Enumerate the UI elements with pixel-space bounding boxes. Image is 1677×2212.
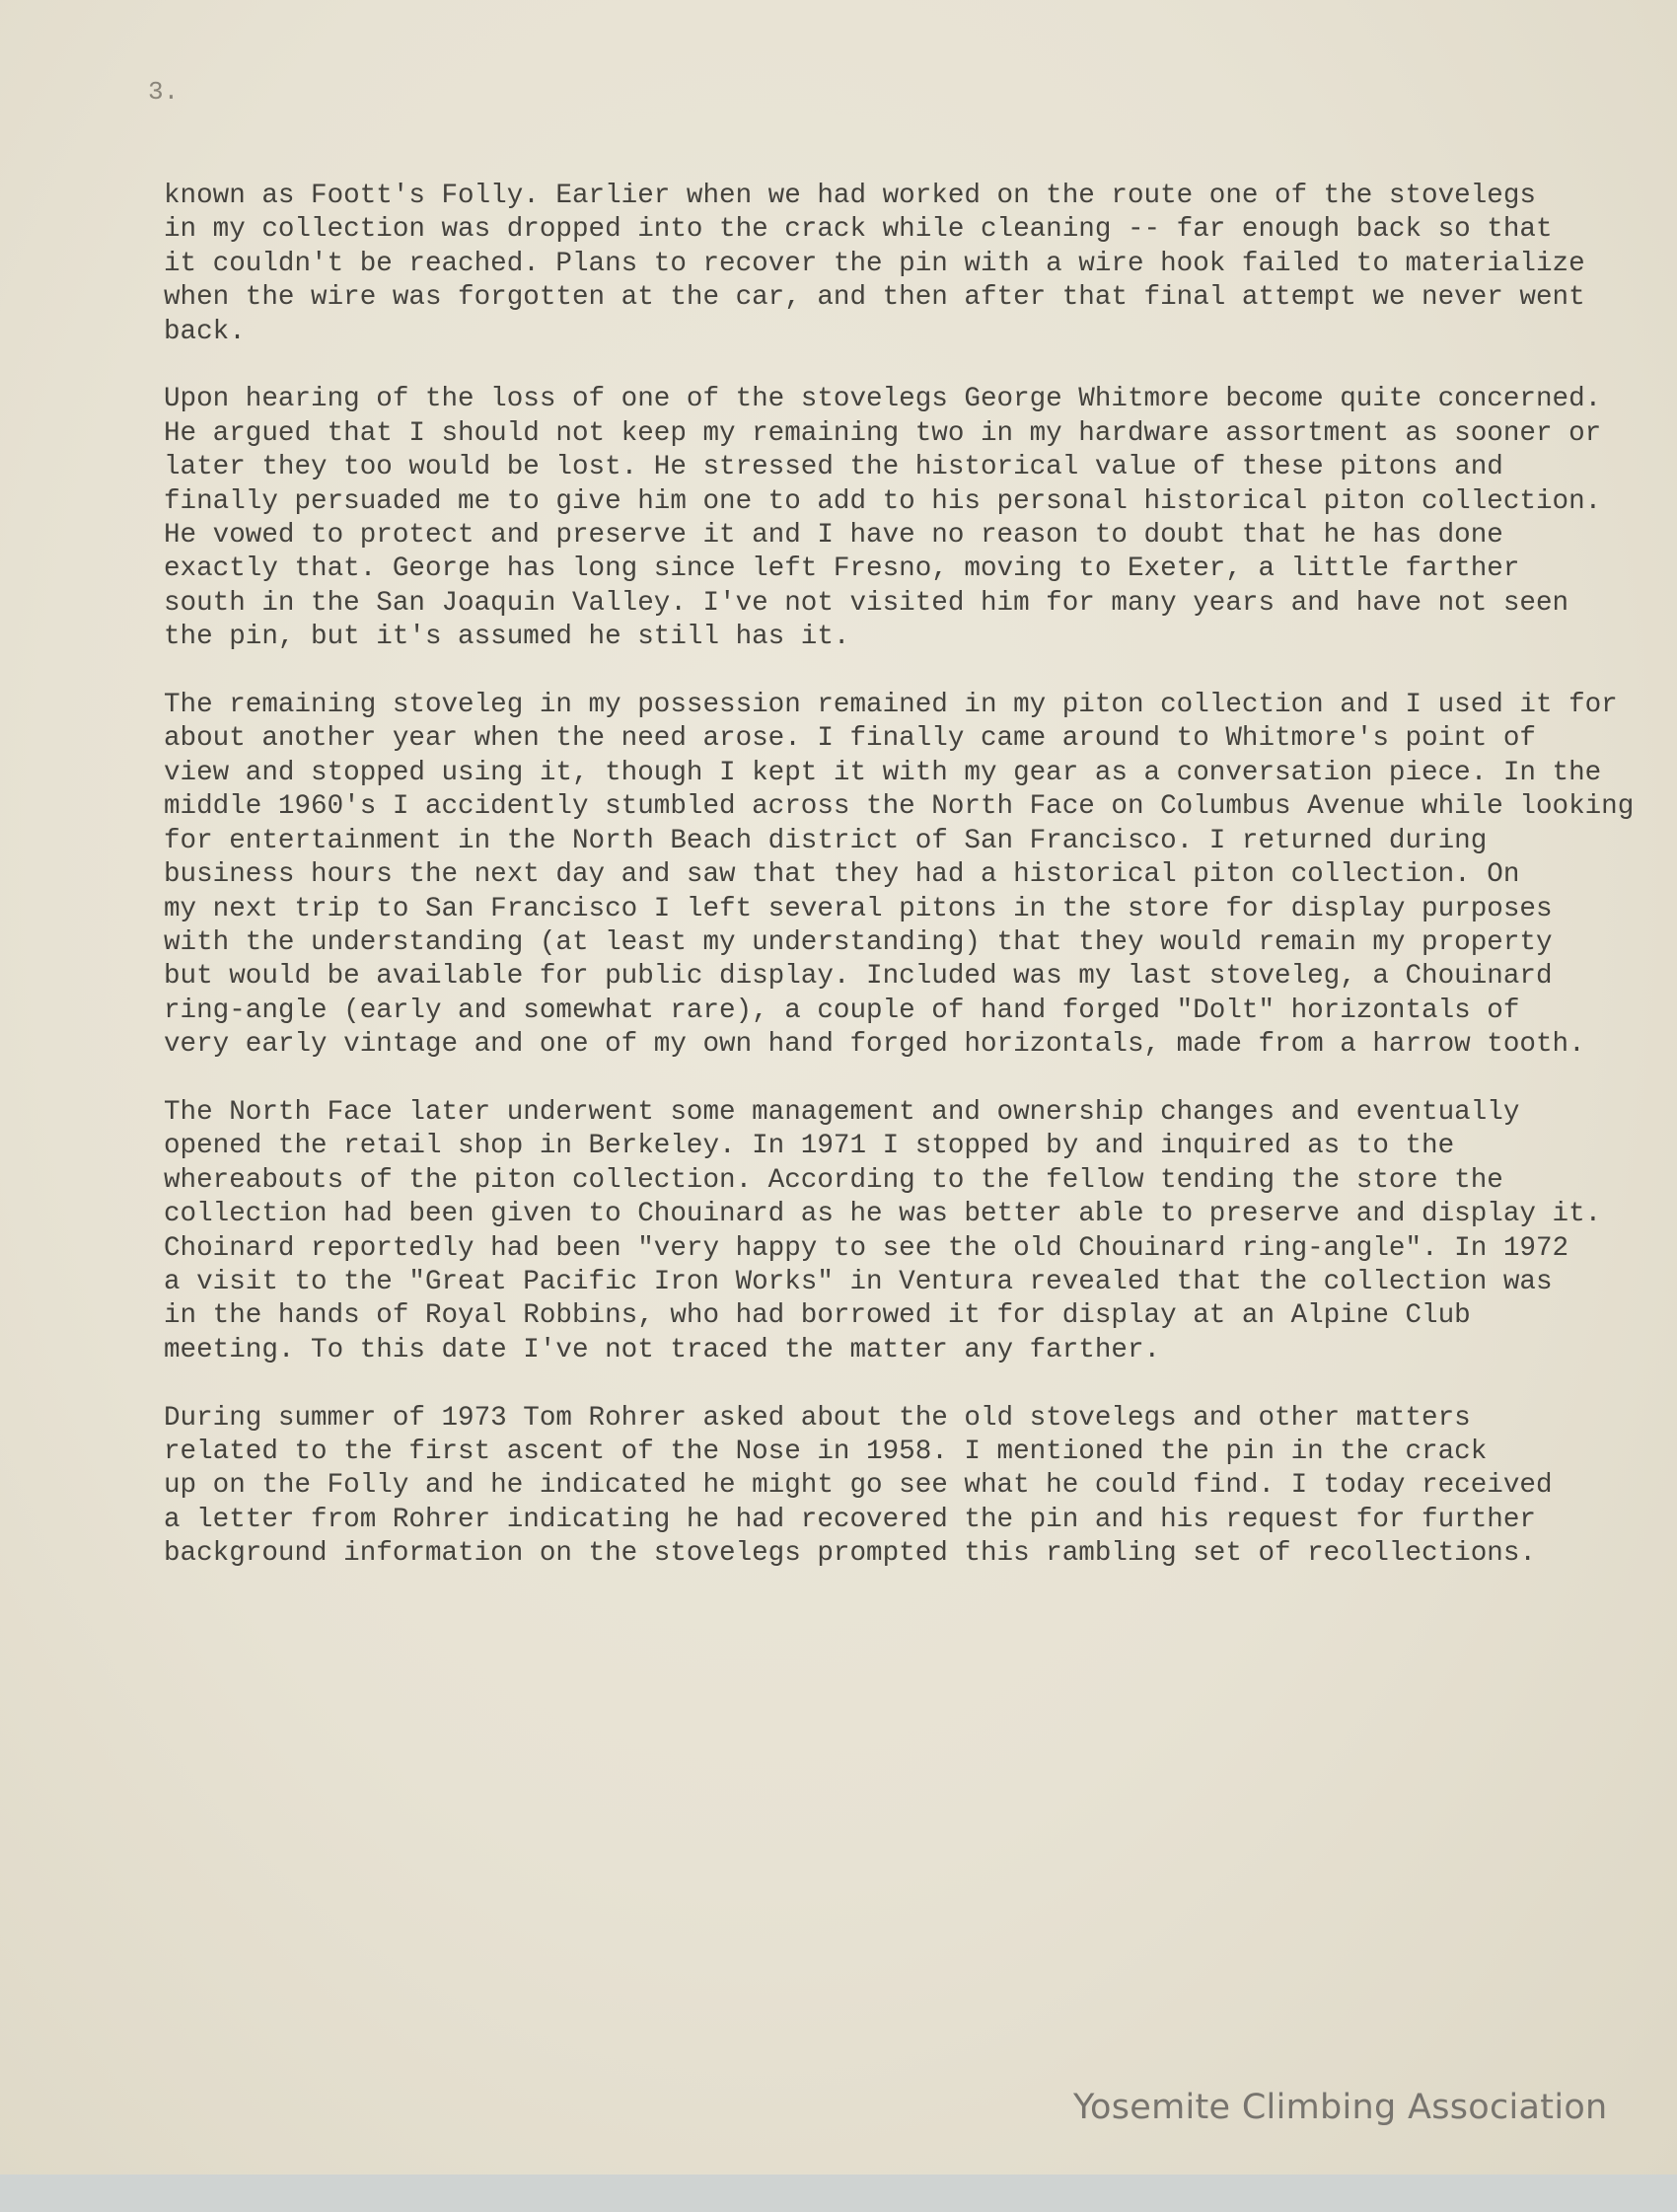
- text-line: about another year when the need arose. I finally came around to Whitmore's point of: [164, 723, 1536, 755]
- text-line: background information on the stovelegs prompted this rambling set of recollections.: [164, 1538, 1536, 1570]
- text-line: business hours the next day and saw that they had a historical piton collection. On: [164, 859, 1520, 891]
- text-line: The North Face later underwent some management and ownership changes and eventually: [164, 1096, 1520, 1128]
- paragraph-4: [164, 1096, 1643, 1367]
- text-line: finally persuaded me to give him one to add to his personal historical piton collection.: [164, 485, 1602, 517]
- watermark: Yosemite Climbing Association: [1073, 2088, 1608, 2127]
- text-line: collection had been given to Chouinard as he was better able to preserve and display it.: [164, 1199, 1602, 1230]
- text-line: During summer of 1973 Tom Rohrer asked about the old stovelegs and other matters: [164, 1402, 1471, 1434]
- text-line: exactly that. George has long since left Fresno, moving to Exeter, a little farther: [164, 553, 1520, 585]
- text-line: for entertainment in the North Beach district of San Francisco. I returned during: [164, 825, 1488, 856]
- text-line: it couldn't be reached. Plans to recover the pin with a wire hook failed to materialize: [164, 248, 1585, 279]
- text-line: but would be available for public display. Included was my last stoveleg, a Chouinard: [164, 961, 1553, 993]
- paragraph-1: [164, 180, 1643, 349]
- text-line: ring-angle (early and somewhat rare), a couple of hand forged "Dolt" horizontals of: [164, 995, 1520, 1026]
- text-line: very early vintage and one of my own hand forged horizontals, made from a harrow tooth.: [164, 1029, 1585, 1061]
- text-line: when the wire was forgotten at the car, and then after that final attempt we never went: [164, 282, 1585, 314]
- text-line: my next trip to San Francisco I left several pitons in the store for display purposes: [164, 893, 1553, 924]
- text-line: He argued that I should not keep my remaining two in my hardware assortment as sooner or: [164, 417, 1602, 449]
- scan-background-strip: [0, 2175, 1677, 2212]
- text-line: meeting. To this date I've not traced the matter any farther.: [164, 1334, 1161, 1365]
- text-line: He vowed to protect and preserve it and I have no reason to doubt that he has done: [164, 520, 1503, 552]
- text-line: middle 1960's I accidently stumbled across the North Face on Columbus Avenue while looking: [164, 791, 1635, 823]
- text-line: Choinard reportedly had been "very happy to see the old Chouinard ring-angle". In 1972: [164, 1232, 1569, 1264]
- paragraph-5: [164, 1402, 1643, 1572]
- text-line: with the understanding (at least my understanding) that they would remain my property: [164, 926, 1553, 958]
- text-line: in my collection was dropped into the crack while cleaning -- far enough back so that: [164, 214, 1553, 246]
- text-line: in the hands of Royal Robbins, who had borrowed it for display at an Alpine Club: [164, 1300, 1471, 1332]
- text-line: The remaining stoveleg in my possession remained in my piton collection and I used it for: [164, 690, 1618, 721]
- text-line: south in the San Joaquin Valley. I've not visited him for many years and have not seen: [164, 587, 1569, 619]
- page-number-mark: 3.: [148, 77, 180, 107]
- paragraph-3: [164, 689, 1643, 1062]
- text-line: the pin, but it's assumed he still has it.: [164, 622, 850, 653]
- text-line: back.: [164, 316, 246, 347]
- text-line: later they too would be lost. He stressed the historical value of these pitons and: [164, 452, 1503, 483]
- letter-body: [164, 180, 1643, 1605]
- text-line: a visit to the "Great Pacific Iron Works" in Ventura revealed that the collection was: [164, 1266, 1553, 1297]
- text-line: Upon hearing of the loss of one of the stovelegs George Whitmore become quite concerned.: [164, 384, 1602, 415]
- text-line: related to the first ascent of the Nose in 1958. I mentioned the pin in the crack: [164, 1436, 1488, 1467]
- text-line: whereabouts of the piton collection. According to the fellow tending the store the: [164, 1164, 1503, 1196]
- paragraph-2: [164, 383, 1643, 654]
- text-line: view and stopped using it, though I kept it with my gear as a conversation piece. In the: [164, 757, 1602, 788]
- text-line: a letter from Rohrer indicating he had recovered the pin and his request for further: [164, 1504, 1536, 1535]
- text-line: opened the retail shop in Berkeley. In 1971 I stopped by and inquired as to the: [164, 1131, 1455, 1162]
- text-line: known as Foott's Folly. Earlier when we had worked on the route one of the stovelegs: [164, 181, 1536, 211]
- text-line: up on the Folly and he indicated he might go see what he could find. I today received: [164, 1470, 1553, 1502]
